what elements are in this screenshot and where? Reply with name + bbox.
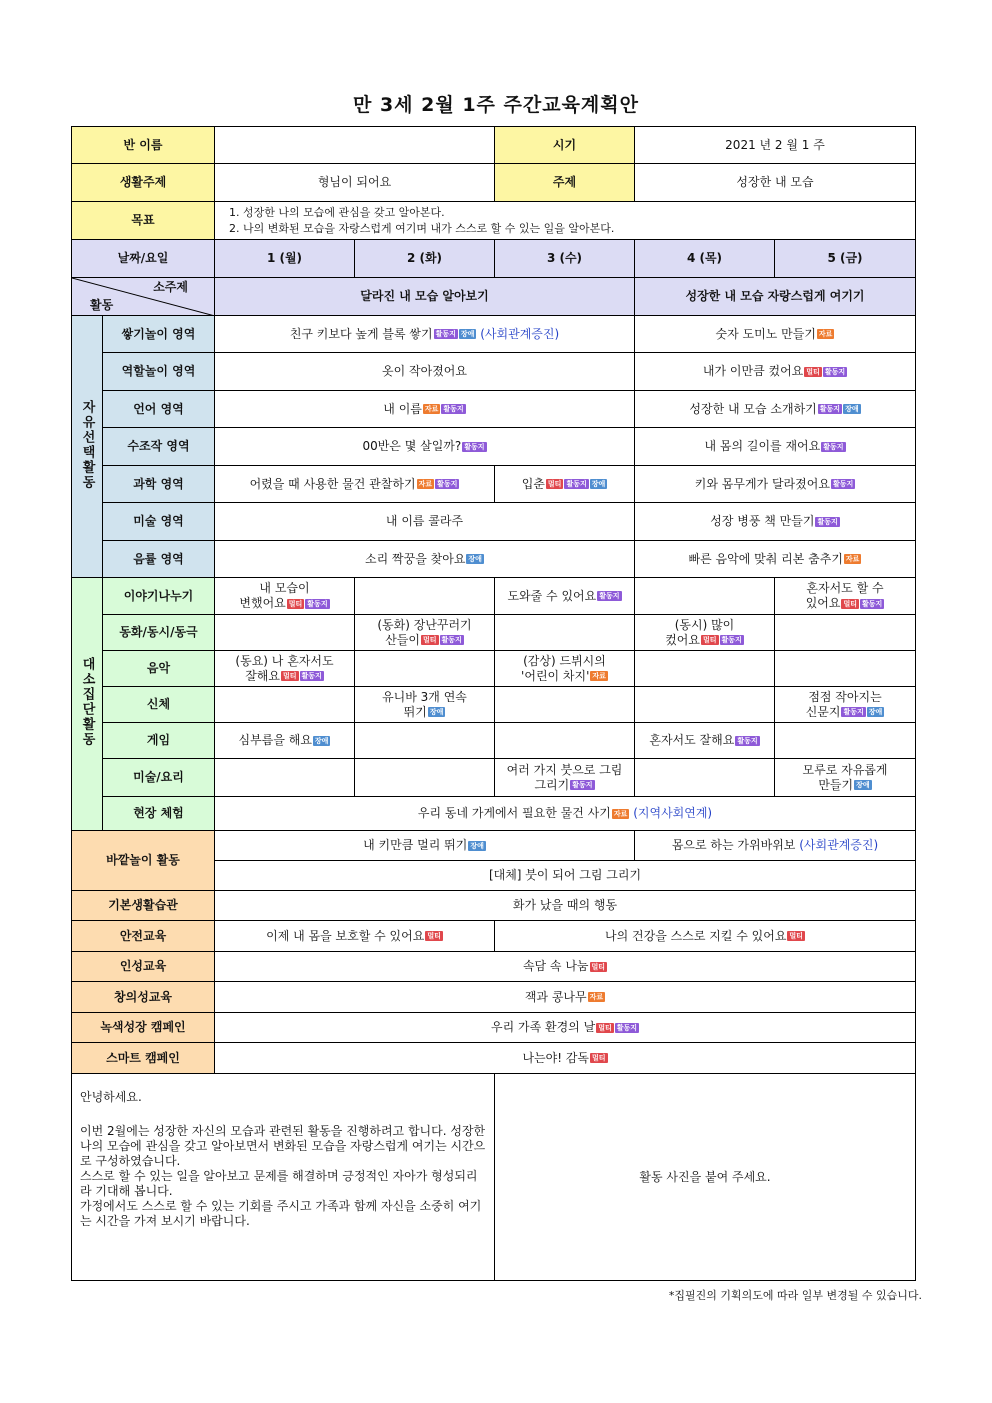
disability-tag: 장애 [460, 330, 475, 338]
row-field-trip [72, 797, 916, 831]
material-tag: 자료 [418, 480, 433, 488]
activity-label: 동화/동시/동극 [103, 615, 215, 651]
worksheet-tag: 활동지 [737, 736, 758, 745]
empty-cell [775, 651, 916, 687]
multi-tag: 멀티 [591, 962, 606, 971]
activity-cell [635, 503, 916, 541]
empty-cell [215, 687, 355, 723]
multi-tag: 멀티 [282, 672, 297, 680]
row-notice [72, 1074, 916, 1281]
worksheet-tag: 활동지 [599, 592, 620, 600]
empty-cell [355, 651, 495, 687]
theme-label: 주제 [495, 164, 635, 202]
row-class-name [72, 127, 916, 164]
class-name-label: 반 이름 [72, 127, 215, 164]
activity-label: 신체 [103, 687, 215, 723]
multi-tag: 멀티 [843, 599, 858, 608]
activity-text: 내 키만큼 멀리 뛰기 [363, 838, 468, 852]
activity-text: 빠른 음악에 맞춰 리본 춤추기 [688, 551, 843, 566]
activity-text: 모루로 자유롭게 [802, 762, 888, 777]
day-thu: 4 (목) [635, 240, 775, 278]
area-label: 쌓기놀이 영역 [103, 316, 215, 353]
multi-tag: 멀티 [288, 599, 303, 608]
activity-text: 우리 동네 가게에서 필요한 물건 사기 [417, 806, 611, 820]
activity-cell [215, 428, 635, 466]
subtopic-first: 달라진 내 모습 알아보기 [215, 278, 635, 316]
life-theme-value: 형님이 되어요 [215, 164, 495, 202]
activity-text: 우리 가족 환경의 날 [491, 1020, 596, 1034]
activity-cell [775, 578, 916, 615]
row-days [72, 240, 916, 278]
empty-cell [215, 759, 355, 797]
notice-greeting: 안녕하세요. [80, 1090, 142, 1104]
footnote: *집필진의 기획의도에 따라 일부 변경될 수 있습니다. [668, 1289, 922, 1302]
activity-text: 내가 이만큼 컸어요 [702, 364, 804, 378]
activity-text: 산들이 [385, 632, 420, 647]
activity-text: 어렸을 때 사용한 물건 관찰하기 [249, 476, 416, 491]
activity-text: 도와줄 수 있어요 [507, 588, 597, 603]
basic-label: 기본생활습관 [72, 891, 215, 921]
activity-cell: 화가 났을 때의 행동 [215, 891, 916, 921]
row-blocks [72, 316, 916, 353]
material-tag: 자료 [424, 405, 439, 413]
subtopic-corner [72, 278, 215, 316]
free-play-group-label [72, 316, 103, 578]
activity-cell [215, 353, 635, 391]
disability-tag: 장애 [845, 405, 859, 413]
empty-cell [495, 723, 635, 759]
day-wed: 3 (수) [495, 240, 635, 278]
row-music [72, 651, 916, 687]
activity-cell [215, 391, 635, 428]
activity-text: 잘해요 [245, 668, 280, 683]
worksheet-tag: 활동지 [566, 480, 587, 488]
activity-cell [635, 831, 916, 861]
row-language [72, 391, 916, 428]
row-tale [72, 615, 916, 651]
row-theme [72, 164, 916, 202]
activity-text: 유니바 3개 연속 [382, 689, 467, 704]
activity-cell [495, 578, 635, 615]
row-subtopic [72, 278, 916, 316]
activity-cell [215, 651, 355, 687]
activity-text: 내 이름 [383, 401, 422, 416]
activity-text: 혼자서도 할 수 [806, 581, 884, 595]
multi-tag: 멀티 [598, 1023, 612, 1032]
multi-tag: 멀티 [789, 932, 803, 940]
row-safety [72, 921, 916, 952]
activity-cell [495, 759, 635, 797]
activity-cell [215, 921, 495, 952]
worksheet-tag: 활동지 [301, 672, 322, 680]
activity-cell [215, 578, 355, 615]
multi-tag: 멀티 [547, 480, 562, 488]
worksheet-tag: 활동지 [824, 367, 846, 376]
worksheet-tag: 활동지 [823, 442, 844, 451]
worksheet-tag: 활동지 [443, 405, 464, 413]
safety-label: 안전교육 [72, 921, 215, 952]
material-tag: 자료 [592, 672, 606, 680]
activity-label: 음악 [103, 651, 215, 687]
activity-cell [215, 466, 495, 503]
row-basic [72, 891, 916, 921]
activity-text: 내 이름 콜라주 [385, 514, 464, 528]
notice-paragraph: 가정에서도 스스로 할 수 있는 기회를 주시고 가족과 함께 자신을 소중히 여기는 시간을 가져 보시기 바랍니다. [80, 1199, 482, 1228]
activity-cell [215, 952, 916, 982]
empty-cell [635, 759, 775, 797]
subtopic-corner-top: 소주제 [153, 280, 188, 294]
goal-list [215, 202, 916, 240]
row-art-cooking [72, 759, 916, 797]
activity-cell [215, 982, 916, 1013]
disability-tag: 장애 [868, 708, 883, 716]
day-tue: 2 (화) [355, 240, 495, 278]
period-label: 시기 [495, 127, 635, 164]
activity-cell [635, 316, 916, 353]
activity-text: 컸어요 [665, 632, 700, 647]
row-green [72, 1013, 916, 1043]
empty-cell [635, 687, 775, 723]
row-math [72, 428, 916, 466]
activity-cell [215, 723, 355, 759]
activity-label: 게임 [103, 723, 215, 759]
empty-cell [355, 578, 495, 615]
activity-label: 이야기나누기 [103, 578, 215, 615]
empty-cell [775, 723, 916, 759]
class-name-value[interactable] [215, 127, 495, 164]
activity-text: 신문지 [805, 704, 841, 719]
activity-text: 혼자서도 잘해요 [649, 733, 735, 747]
activity-text: 숫자 도미노 만들기 [715, 326, 816, 341]
row-game [72, 723, 916, 759]
photo-area[interactable]: 활동 사진을 붙여 주세요. [495, 1074, 916, 1281]
activity-text: 입춘 [521, 476, 545, 491]
activity-text: 소리 짝꿍을 찾아요 [365, 551, 466, 566]
life-theme-label: 생활주제 [72, 164, 215, 202]
goal-label: 목표 [72, 202, 215, 240]
worksheet-tag: 활동지 [435, 330, 456, 338]
activity-text: (동요) 나 혼자서도 [235, 653, 334, 668]
activity-text: '어린이 차지' [521, 668, 590, 683]
empty-cell [215, 615, 355, 651]
empty-cell [635, 651, 775, 687]
row-creativity [72, 982, 916, 1013]
link-community[interactable]: (지역사회연계) [633, 806, 713, 820]
notice-paragraph: 스스로 할 수 있는 일을 알아보고 문제를 해결하며 긍정적인 자아가 형성되리라 기대해 봅니다. [80, 1169, 478, 1198]
activity-text: 그리기 [534, 777, 570, 792]
worksheet-tag: 활동지 [464, 442, 485, 451]
weekly-plan-table [71, 126, 916, 1281]
subtopic-second: 성장한 내 모습 자랑스럽게 여기기 [635, 278, 916, 316]
disability-tag: 장애 [591, 480, 606, 488]
notice-paragraph: 이번 2월에는 성장한 자신의 모습과 관련된 활동을 진행하려고 합니다. 성장한 나의 모습에 관심을 갖고 알아보면서 변화된 모습을 자랑스럽게 여기는 시간으로 구성하였습니다. [80, 1124, 486, 1168]
activity-cell [635, 428, 916, 466]
activity-cell [355, 687, 495, 723]
activity-cell [635, 391, 916, 428]
activity-text: (감상) 드뷔시의 [523, 653, 606, 668]
activity-cell [215, 1013, 916, 1043]
material-tag: 자료 [845, 555, 860, 563]
activity-cell [215, 831, 635, 861]
area-label: 언어 영역 [103, 391, 215, 428]
outdoor-label: 바깥놀이 활동 [72, 831, 215, 891]
empty-cell [355, 723, 495, 759]
activity-text: 성장한 내 모습 소개하기 [689, 401, 817, 416]
subtopic-corner-bottom: 활동 [90, 298, 114, 312]
link-social[interactable]: (사회관계증진) [480, 326, 560, 341]
material-tag: 자료 [818, 330, 833, 338]
activity-text: (동시) 많이 [674, 617, 735, 632]
day-fri: 5 (금) [775, 240, 916, 278]
activity-cell [495, 651, 635, 687]
activity-text: (동화) 장난꾸러기 [377, 617, 472, 632]
activity-text: 옷이 작아졌어요 [382, 364, 467, 378]
row-character [72, 952, 916, 982]
multi-tag: 멀티 [422, 636, 437, 644]
activity-label: 현장 체험 [103, 797, 215, 831]
worksheet-tag: 활동지 [572, 781, 593, 789]
activity-cell [635, 723, 775, 759]
link-social[interactable]: (사회관계증진) [799, 838, 879, 852]
area-label: 역할놀이 영역 [103, 353, 215, 391]
activity-text: 이제 내 몸을 보호할 수 있어요 [266, 928, 425, 943]
days-label: 날짜/요일 [72, 240, 215, 278]
area-label: 과학 영역 [103, 466, 215, 503]
green-label: 녹색성장 캠페인 [72, 1013, 215, 1043]
worksheet-tag: 활동지 [437, 480, 458, 488]
row-body [72, 687, 916, 723]
row-roleplay [72, 353, 916, 391]
disability-tag: 장애 [470, 841, 484, 850]
period-value: 2021 년 2 월 1 주 [635, 127, 916, 164]
disability-tag: 장애 [314, 736, 329, 745]
free-play-group-text: 자유선택활동 [79, 399, 95, 490]
activity-cell [635, 466, 916, 503]
activity-text: 변했어요 [239, 596, 286, 610]
activity-text: 내 모습이 [259, 581, 310, 595]
activity-cell [495, 466, 635, 503]
row-outdoor-1 [72, 831, 916, 861]
activity-cell [495, 921, 916, 952]
row-rhythm [72, 541, 916, 578]
row-goal [72, 202, 916, 240]
empty-cell [495, 615, 635, 651]
goal-item: 2. 나의 변화된 모습을 자랑스럽게 여기며 내가 스스로 할 수 있는 일을 알아본다. [229, 221, 615, 235]
activity-cell [215, 316, 635, 353]
group-activity-label [72, 578, 103, 831]
empty-cell [495, 687, 635, 723]
row-art [72, 503, 916, 541]
disability-tag: 장애 [856, 781, 870, 789]
activity-cell [635, 615, 775, 651]
group-activity-text: 대소집단활동 [79, 657, 95, 747]
parent-notice [72, 1074, 495, 1281]
smart-label: 스마트 캠페인 [72, 1043, 215, 1074]
worksheet-tag: 활동지 [832, 480, 854, 488]
activity-text: 내 몸의 길이를 재어요 [704, 439, 821, 453]
row-smart [72, 1043, 916, 1074]
goal-item: 1. 성장한 나의 모습에 관심을 갖고 알아본다. [229, 205, 445, 219]
activity-cell [635, 353, 916, 391]
area-label: 음률 영역 [103, 541, 215, 578]
activity-cell [635, 541, 916, 578]
row-story [72, 578, 916, 615]
activity-label: 미술/요리 [103, 759, 215, 797]
multi-tag: 멀티 [702, 636, 717, 644]
activity-text: 키와 몸무게가 달라졌어요 [694, 476, 830, 491]
character-label: 인성교육 [72, 952, 215, 982]
activity-text: 속담 속 나눔 [522, 959, 589, 973]
activity-text: 나의 건강을 스스로 지킬 수 있어요 [605, 928, 787, 943]
activity-text: 성장 병풍 책 만들기 [710, 514, 815, 528]
creativity-label: 창의성교육 [72, 982, 215, 1013]
activity-text: 뛰기 [403, 704, 427, 719]
material-tag: 자료 [589, 993, 604, 1001]
activity-text: 여러 가지 붓으로 그림 [506, 762, 623, 777]
activity-text: 잭과 콩나무 [524, 989, 587, 1004]
theme-value: 성장한 내 모습 [635, 164, 916, 202]
worksheet-tag: 활동지 [441, 636, 462, 644]
disability-tag: 장애 [468, 555, 482, 563]
activity-text: 몸으로 하는 가위바위보 [671, 838, 796, 852]
day-mon: 1 (월) [215, 240, 355, 278]
activity-cell [215, 503, 635, 541]
activity-text: 점점 작아지는 [808, 689, 882, 704]
multi-tag: 멀티 [427, 932, 441, 940]
activity-text: 친구 키보다 높게 블록 쌓기 [289, 326, 433, 341]
worksheet-tag: 활동지 [819, 405, 841, 413]
multi-tag: 멀티 [806, 367, 820, 376]
activity-text: 나는야! 감독 [522, 1050, 590, 1065]
activity-cell [775, 687, 916, 723]
worksheet-tag: 활동지 [817, 517, 838, 526]
worksheet-tag: 활동지 [307, 599, 328, 608]
empty-cell [775, 615, 916, 651]
activity-cell [215, 541, 635, 578]
worksheet-tag: 활동지 [721, 636, 742, 644]
activity-text: 만들기 [818, 777, 854, 792]
activity-text: 있어요 [805, 596, 841, 610]
disability-tag: 장애 [429, 708, 444, 716]
area-label: 미술 영역 [103, 503, 215, 541]
activity-cell: [대체] 붓이 되어 그림 그리기 [215, 861, 916, 891]
activity-cell [215, 1043, 916, 1074]
activity-text: 00반은 몇 살일까? [362, 439, 462, 453]
material-tag: 자료 [613, 809, 628, 818]
activity-text: 심부름을 해요 [238, 733, 312, 747]
page-title: 만 3세 2월 1주 주간교육계획안 [352, 94, 639, 116]
worksheet-tag: 활동지 [616, 1023, 638, 1032]
row-science [72, 466, 916, 503]
empty-cell [635, 578, 775, 615]
activity-cell [775, 759, 916, 797]
multi-tag: 멀티 [592, 1054, 606, 1062]
activity-cell [355, 615, 495, 651]
worksheet-tag: 활동지 [843, 708, 864, 716]
worksheet-tag: 활동지 [862, 599, 883, 608]
empty-cell [355, 759, 495, 797]
area-label: 수조작 영역 [103, 428, 215, 466]
activity-cell [215, 797, 916, 831]
